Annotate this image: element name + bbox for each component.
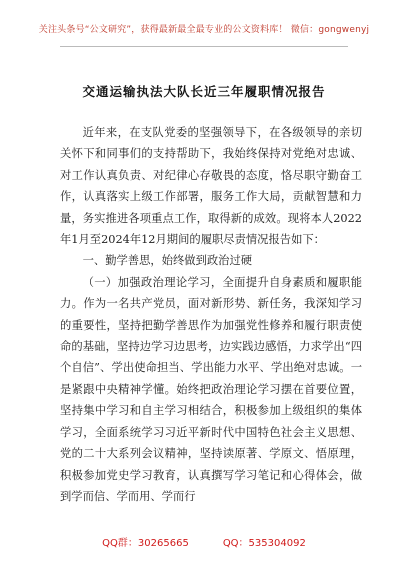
document-title: 交通运输执法大队长近三年履职情况报告 xyxy=(82,84,326,99)
subsection-paragraph: （一）加强政治理论学习，全面提升自身素质和履职能力。作为一名共产党员，面对新形势、新任务，我深知学习的重要性，坚持把勤学善思作为加强党性修养和履行职责使命的基础，坚持边学习边思考，边实践边感悟，力求学出“四个自信”、学出使命担当、学出能力水平、学出绝对忠诚。一是紧跟中央精神学懂。始终把政治理论学习摆在首要位置，坚持集中学习和自主学习相结合，积极参加上级组织的集体学习，全面系统学习习近平新时代中国特色社会主义思想、党的二十大系列会议精神，坚持读原著、学原文、悟原理，积极参加党史学习教育，认真撰写学习笔记和心得体会，做到学而信、学而用、学而行 xyxy=(60,275,362,503)
intro-paragraph: 近年来，在支队党委的坚强领导下，在各级领导的亲切关怀下和同事们的支持帮助下，我始终保持对党绝对忠诚、对工作认真负责、对纪律心存敬畏的态度，恪尽职守勤奋工作，认真落实上级工作部署，服务工作大局，贡献智慧和力量，务实推进各项重点工作，取得新的成效。现将本人2022年1月至2024年12月期间的履职尽责情况报告如下： xyxy=(60,126,362,247)
footer-qq-group: QQ群：30265665 xyxy=(102,538,189,549)
document-body xyxy=(60,122,362,507)
header-divider xyxy=(60,46,348,47)
section-heading: 一、勤学善思，始终做到政治过硬 xyxy=(82,254,253,268)
header-banner: 关注头条号“公文研究”，获得最新最全最专业的公文资料库！ 微信：gongwenyj xyxy=(38,25,370,35)
footer-qq: QQ：535304092 xyxy=(222,538,306,549)
footer-contact xyxy=(0,534,408,549)
